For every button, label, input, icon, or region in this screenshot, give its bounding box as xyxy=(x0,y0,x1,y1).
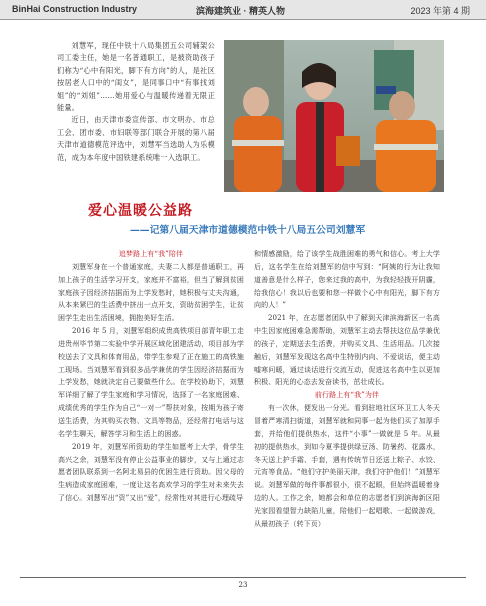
body-paragraph: 有一次休，便发出一分光。看到驻地社区环卫工人冬天冒着严寒清扫街道，刘慧军就和同事一起为他们买了加厚手套，并给他们提供热水，这件“小事”一做就是 5 年。从最初的提供热水，到如今夏季提供绿豆汤、防暑药、花露水，冬天送上护手霜、手套，遇有传统节日还送上粽子、水饺、元宵等食品。“他们守护美丽天津，我们守护他们！”刘慧军说。刘慧军做的每件事都很小，很不起眼，但始终温暖着身边的人。工作之余，她都会和单位的志愿者们到滨海新区阳光家园看望智力缺陷儿童，陪他们一起唱歌、一起做游戏，从最初孩子（转下页） xyxy=(254,404,440,528)
article-photo xyxy=(224,40,444,192)
article-subtitle: ——记第八届天津市道德模范中铁十八局五公司刘慧军 xyxy=(130,225,366,236)
intro-paragraph: 近日，由天津市委宣传部、市文明办、市总工会、团市委、市妇联等部门联合开展的第八届天津市道德模范评选中，刘慧军当选助人为乐模范，成为本年度中国铁建系统唯一入选职工。 xyxy=(57,115,215,162)
body-paragraph: 2019 年，刘慧军所资助的学生如愿考上大学，骨学生高兴之余，刘慧军没有停止公益事业的脚步，又与上通过志愿者团队联系到一名阿北易县的优困生进行资助。因父母的生病造成家庭困难，一度让这名高欢学习的学生对未来失去了信心。刘慧军出“资”又出“爱”，经常性对其进行心理疏导 xyxy=(58,442,244,503)
page-number: 23 xyxy=(238,581,248,589)
body-paragraph-continued: 和情感激励，给了该学生战胜困难的勇气和信心。考上大学后，这名学生在给刘慧军的信中写到：“阿姨的行为让我知道善意是什么样子，您来过我的高中，为我轻轻拨开阴霾，给我信心！我以后也要和您一样做个心中有阳光，脚下有方向的人！” xyxy=(254,250,440,310)
right-column xyxy=(254,248,440,531)
header-publication-en: BinHai Construction Industry xyxy=(12,4,138,14)
intro-text xyxy=(57,40,215,164)
body-paragraph: 2021 年，在志愿者团队中了解到天津滨海新区一名高中生因家庭困难急需帮助，刘慧军主动去帮扶这位品学兼优的孩子，定期送去生活费，并购买文具、生活用品。几次接触后，刘慧军发现这名高中生特别内向、不爱说话，便主动嘘寒问暖，通过谈话进行交流互动，促进这名高中生以更加积极、阳光的心态去发奋读书，茁壮成长。 xyxy=(254,314,440,387)
header-column-title: 滨海建筑业 · 精英人物 xyxy=(196,6,285,16)
section-heading: 追梦路上有“我”陪伴 xyxy=(118,250,184,258)
left-column xyxy=(58,248,244,505)
volunteers-photo-image xyxy=(224,40,444,192)
body-paragraph: 刘慧军身在一个普通家庭，夫妻二人都是普通职工，再加上孩子的生活学习开支，家庭并不富裕，但当了解到贫困家庭孩子因经济拮据而为上学发愁时，她积极与丈夫沟通，从本来紧巴的生活费中挤出一点开支，资助贫困学生，让贫困学生走出生活困境，拥抱美好生活。 xyxy=(58,262,244,323)
intro-paragraph: 刘慧军，现任中铁十八局集团五公司辅架公司工委主任，她是一名普通职工，是被资助孩子们称为“心中有阳光，脚下有方向”的人，是社区按居老人口中的“闺女”，是同事口中“有事找刘姐”的“刘姐”……她用爱心与温暖传递着无限正能量。 xyxy=(57,41,215,113)
section-heading: 前行路上有“我”为伴 xyxy=(314,391,380,400)
body-paragraph: 2016 年 5 月，刘慧军组织成贵高铁项目部青年职工走进贵州毕节第二实验中学开展区域化团建活动，项目部为学校送去了文具和体育用品，带学生参观了正在施工的高铁施工现场。当刘慧军看到很多品学兼优的学生因经济拮据而为上学发愁，她就决定自己要做些什么。在学校协助下，刘慧军详细了解了学生家庭和学习情况，选择了一名家庭困难、成绩优秀的学生作为自己“一对一”帮扶对象，按期为孩子寄送生活费，为其购买衣物、文具等物品，还经常打电话与这名学生聊天，解答学习和生活上的困惑。 xyxy=(58,327,244,438)
footer-rule xyxy=(20,577,466,578)
page-header xyxy=(0,0,486,20)
header-issue: 2023 年第 4 期 xyxy=(410,6,470,16)
article-title: 爱心温暖公益路 xyxy=(88,203,193,219)
